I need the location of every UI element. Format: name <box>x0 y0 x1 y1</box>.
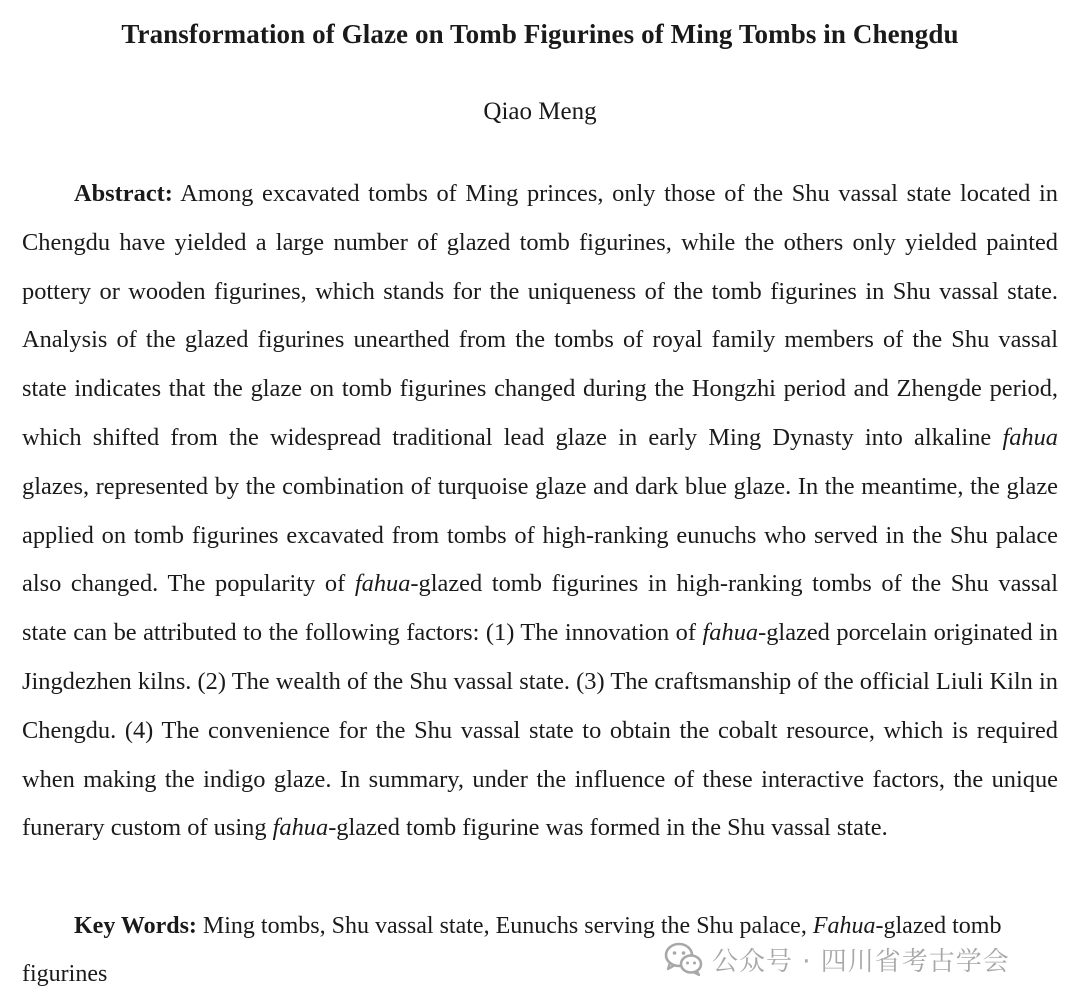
abstract-text: -glazed tomb figurines in high-ranking tombs of the Shu vassal state can be attributed to the following factors: (1) The innovation of <box>22 570 1058 647</box>
keywords-label: Key Words: <box>74 913 197 939</box>
keywords-text: Ming tombs, Shu vassal state, Eunuchs serving the Shu palace, <box>196 913 813 939</box>
abstract-text: -glazed tomb figurine was formed in the Shu vassal state. <box>328 814 888 842</box>
author-name: Qiao Meng <box>483 98 597 125</box>
abstract-italic-term: fahua <box>354 570 411 598</box>
abstract-paragraph <box>22 170 1058 853</box>
abstract-text: glazes, represented by the combination of turquoise glaze and dark blue glaze. In the meantime, the glaze applied on tomb figurines excavated from tombs of high-ranking eunuchs who served in the Shu palace also changed. The popularity of <box>22 472 1058 598</box>
abstract-text: Among excavated tombs of Ming princes, only those of the Shu vassal state located in Chengdu have yielded a large number of glazed tomb figurines, while the others only yielded painted pottery or wooden figurines, which stands for the uniqueness of the tomb figurines in Shu vassal state. Analysis of the glazed figurines unearthed from the tombs of royal family members of the Shu vassal state indicates that the glaze on tomb figurines changed during the Hongzhi period and Zhengde period, which shifted from the widespread traditional lead glaze in early Ming Dynasty into alkaline <box>22 180 1058 451</box>
watermark-text: 公众号 · 四川省考古学会 <box>712 946 1010 977</box>
keywords-text: -glazed tomb figurines <box>22 913 1002 987</box>
paper-title: Transformation of Glaze on Tomb Figurines of Ming Tombs in Chengdu <box>121 19 959 49</box>
abstract-italic-term: fahua <box>1002 423 1058 451</box>
wechat-watermark <box>664 938 1010 980</box>
abstract-label: Abstract: <box>74 180 173 207</box>
keywords-italic-term: Fahua <box>812 913 876 939</box>
abstract-italic-term: fahua <box>702 619 759 647</box>
abstract-italic-term: fahua <box>272 814 329 842</box>
wechat-icon <box>664 942 704 976</box>
abstract-text: -glazed porcelain originated in Jingdezhen kilns. (2) The wealth of the Shu vassal state. (3) The craftsmanship of the official Liuli Kiln in Chengdu. (4) The convenience for the Shu vassal state to obtain the cobalt resource, which is required when making the indigo glaze. In summary, under the influence of these interactive factors, the unique funerary custom of using <box>22 619 1058 842</box>
